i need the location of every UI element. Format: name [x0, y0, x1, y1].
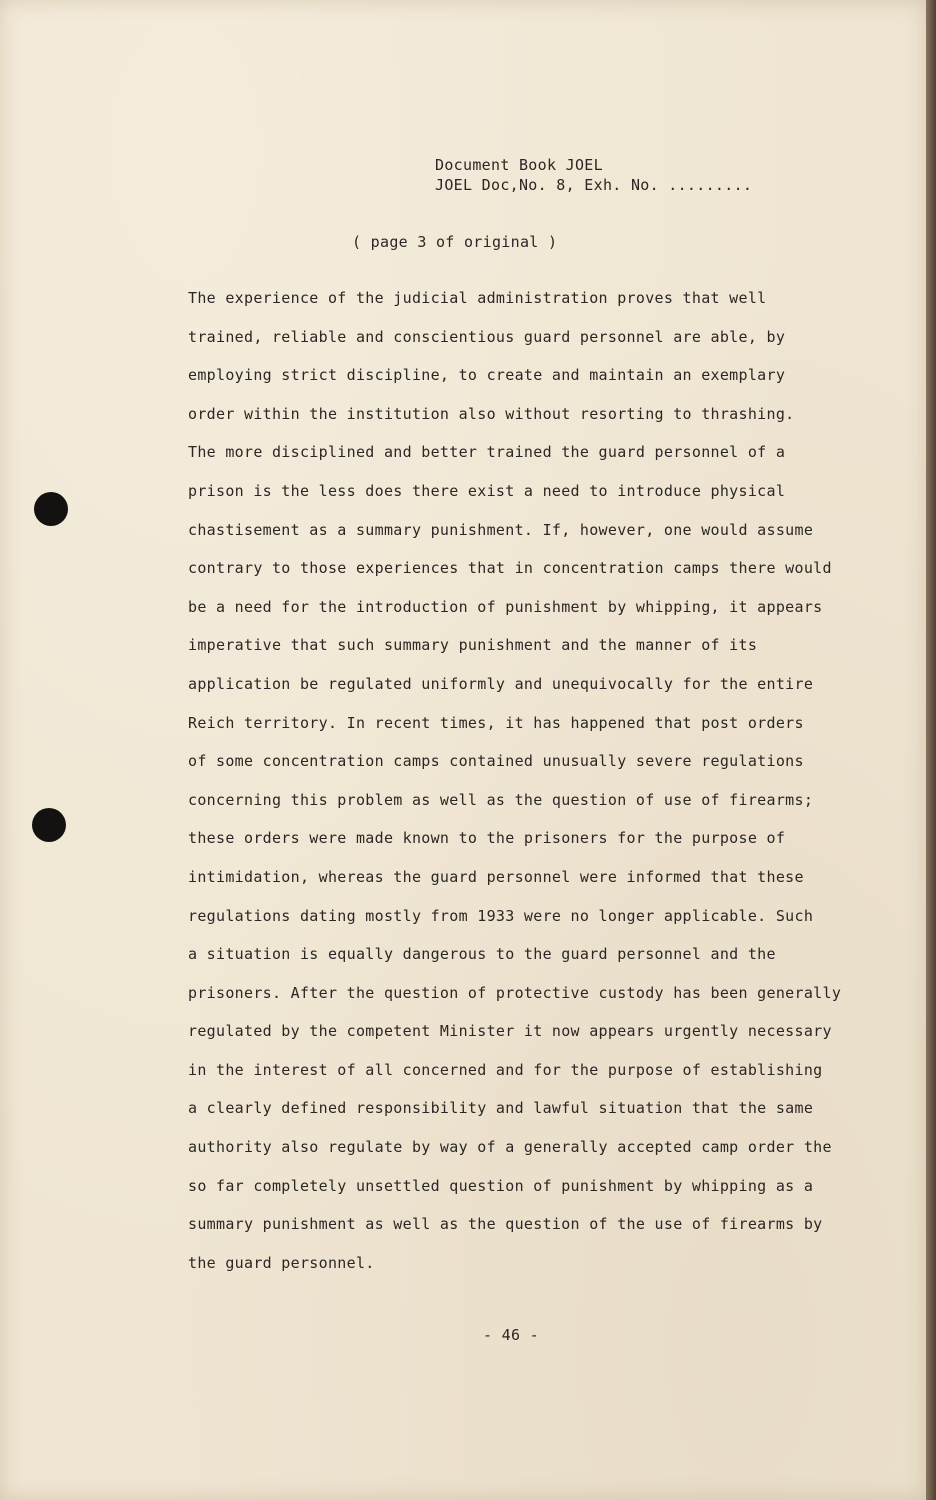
text-line: application be regulated uniformly and unequivocally for the entire [188, 674, 814, 693]
text-line: concerning this problem as well as the question of use of firearms; [188, 790, 814, 809]
text-line: The more disciplined and better trained the guard personnel of a [188, 443, 786, 462]
text-line: summary punishment as well as the question of the use of firearms by [188, 1215, 823, 1234]
punch-hole [32, 808, 66, 842]
text-line: regulations dating mostly from 1933 were no longer applicable. Such [188, 906, 814, 925]
text-line: be a need for the introduction of punishment by whipping, it appears [188, 597, 823, 616]
text-line: prison is the less does there exist a need to introduce physical [188, 481, 786, 500]
text-line: imperative that such summary punishment and the manner of its [188, 636, 758, 655]
document-header [435, 155, 752, 195]
text-line: employing strict discipline, to create and maintain an exemplary [188, 366, 786, 385]
header-book-title: Document Book JOEL [435, 156, 603, 174]
text-line: a clearly defined responsibility and lawful situation that the same [188, 1099, 814, 1118]
text-line: prisoners. After the question of protective custody has been generally [188, 983, 842, 1002]
text-line: order within the institution also without resorting to thrashing. [188, 404, 795, 423]
text-line: trained, reliable and conscientious guard personnel are able, by [188, 327, 786, 346]
page-edge-shadow [926, 0, 936, 1500]
text-line: authority also regulate by way of a generally accepted camp order the [188, 1138, 832, 1157]
text-line: the guard personnel. [188, 1253, 375, 1272]
original-page-reference: ( page 3 of original ) [352, 233, 558, 251]
text-line: contrary to those experiences that in concentration camps there would [188, 559, 832, 578]
text-line: intimidation, whereas the guard personnel were informed that these [188, 867, 804, 886]
header-doc-number: JOEL Doc,No. 8, Exh. No. ......... [435, 176, 753, 194]
text-line: these orders were made known to the prisoners for the purpose of [188, 829, 786, 848]
text-line: of some concentration camps contained unusually severe regulations [188, 752, 804, 771]
text-line: regulated by the competent Minister it now appears urgently necessary [188, 1022, 832, 1041]
text-line: The experience of the judicial administration proves that well [188, 289, 767, 307]
punch-hole [34, 492, 68, 526]
text-line: a situation is equally dangerous to the guard personnel and the [188, 945, 776, 964]
text-line: in the interest of all concerned and for the purpose of establishing [188, 1060, 823, 1079]
text-line: Reich territory. In recent times, it has happened that post orders [188, 713, 804, 732]
page-number: - 46 - [483, 1326, 539, 1344]
body-text [188, 288, 868, 1291]
text-line: chastisement as a summary punishment. If, however, one would assume [188, 520, 814, 539]
text-line: so far completely unsettled question of punishment by whipping as a [188, 1176, 814, 1195]
